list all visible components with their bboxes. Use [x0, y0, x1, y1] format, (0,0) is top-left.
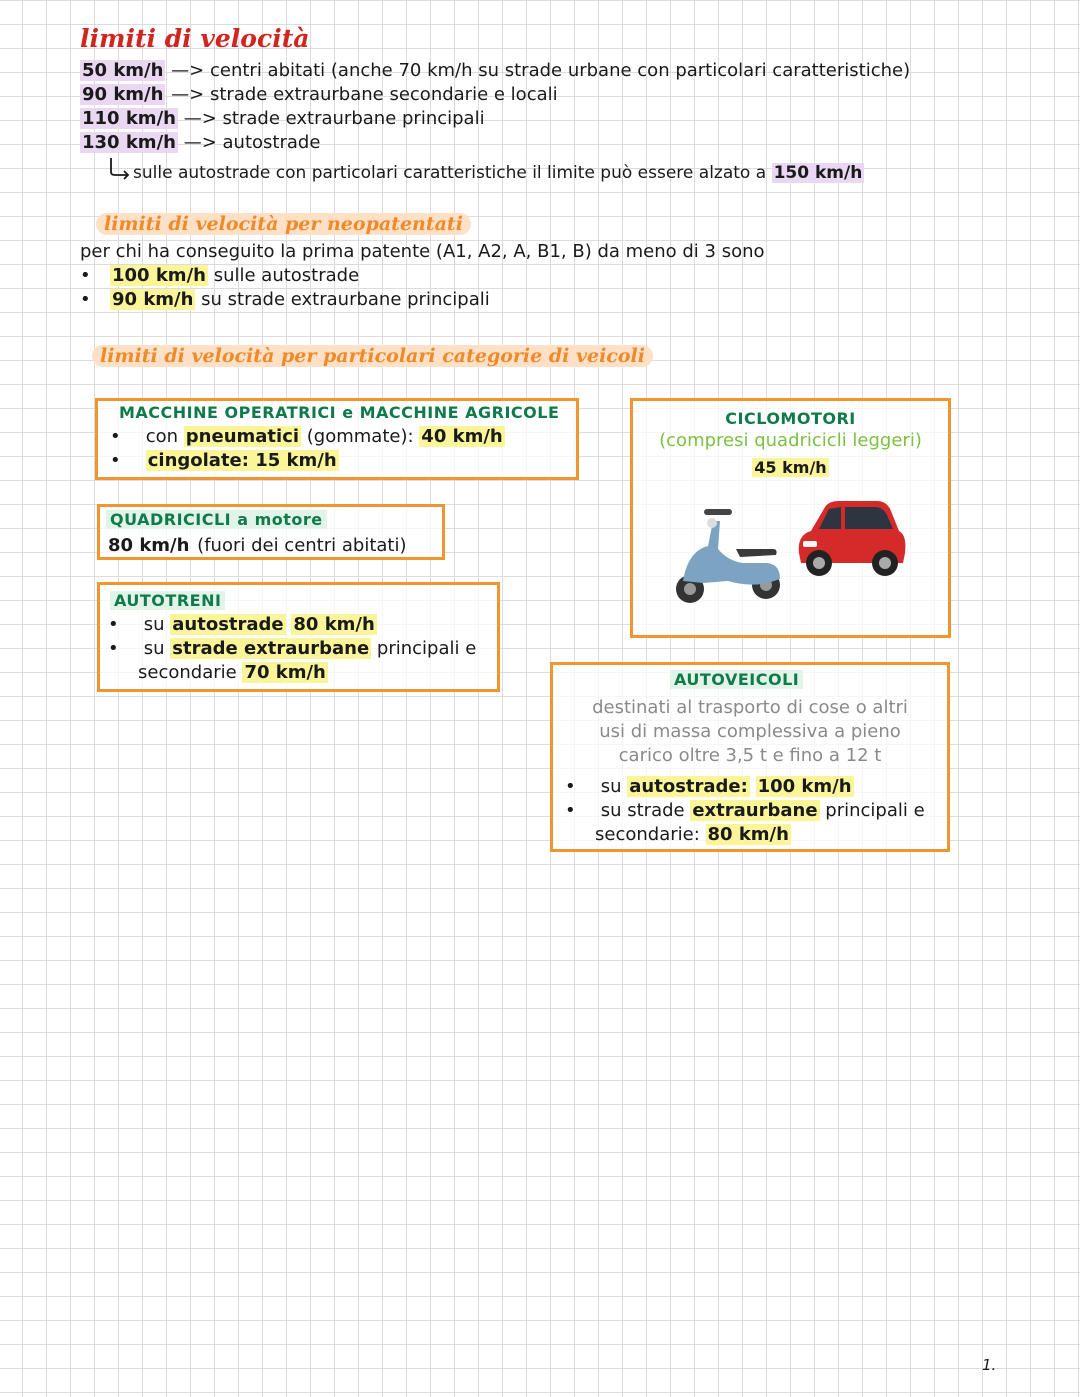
- text: secondarie:: [595, 824, 700, 845]
- speed: 100 km/h: [757, 776, 852, 797]
- neo-item-1: [80, 264, 359, 288]
- bullet: •: [108, 638, 119, 659]
- text: (fuori dei centri abitati): [197, 535, 407, 556]
- text: su: [143, 638, 165, 659]
- neo-intro: per chi ha conseguito la prima patente (A1, A2, A, B1, B) da meno di 3 sono: [80, 241, 765, 262]
- bullet: •: [108, 614, 119, 635]
- neo-text: sulle autostrade: [213, 265, 360, 286]
- bullet: •: [565, 800, 576, 821]
- text: principali e: [376, 638, 477, 659]
- categories-title: limiti di velocità per particolari categorie di veicoli: [92, 345, 653, 367]
- note-text: sulle autostrade con particolari caratteristiche il limite può essere alzato a: [133, 163, 767, 183]
- box-autoveicoli: [550, 662, 950, 852]
- note-line: [133, 161, 864, 185]
- box-macchine: [95, 398, 579, 480]
- limit-desc: strade extraurbane principali: [222, 108, 485, 129]
- autotreni-item-2: [108, 637, 476, 661]
- limit-speed: 130 km/h: [82, 132, 176, 153]
- speed: 80 km/h: [293, 614, 375, 635]
- note-speed: 150 km/h: [773, 163, 863, 183]
- scooter-illustration: [668, 491, 788, 611]
- highlight: autostrade:: [629, 776, 748, 797]
- box-quadricicli: [97, 504, 445, 560]
- page-title: limiti di velocità: [80, 24, 310, 53]
- autotreni-item-1: [108, 613, 377, 637]
- neo-text: su strade extraurbane principali: [201, 289, 490, 310]
- text: secondarie: [138, 662, 237, 683]
- limit-desc: centri abitati (anche 70 km/h su strade urbane con particolari caratteristiche): [210, 60, 911, 81]
- limit-desc: autostrade: [222, 132, 321, 153]
- text: su strade: [600, 800, 685, 821]
- quadricicli-item: [106, 534, 406, 558]
- neo-item-2: [80, 288, 490, 312]
- bullet: •: [565, 776, 576, 797]
- autoveicoli-item-2: [565, 799, 925, 823]
- box-title: CICLOMOTORI: [725, 409, 856, 428]
- autoveicoli-item-2-cont: [595, 823, 791, 847]
- limit-line-3: [80, 107, 485, 131]
- box-autotreni: [97, 582, 500, 692]
- limit-speed: 50 km/h: [82, 60, 164, 81]
- box-title: AUTOTRENI: [110, 591, 225, 610]
- limit-speed: 90 km/h: [82, 84, 164, 105]
- bullet: •: [80, 289, 91, 310]
- text: con: [145, 426, 179, 447]
- ciclomotori-sub: (compresi quadricicli leggeri): [659, 430, 922, 451]
- arrow: —>: [171, 84, 205, 105]
- limit-desc: strade extraurbane secondarie e locali: [210, 84, 558, 105]
- box-title: MACCHINE OPERATRICI e MACCHINE AGRICOLE: [119, 403, 560, 422]
- box-title: QUADRICICLI a motore: [106, 510, 327, 529]
- highlight: pneumatici: [185, 426, 300, 447]
- neo-title: limiti di velocità per neopatentati: [96, 213, 471, 235]
- bullet: •: [110, 426, 121, 447]
- autoveicoli-item-1: [565, 775, 854, 799]
- neo-speed: 90 km/h: [112, 289, 194, 310]
- speed: 80 km/h: [108, 535, 190, 556]
- limit-line-1: [80, 59, 910, 83]
- arrow: —>: [183, 132, 217, 153]
- arrow: —>: [183, 108, 217, 129]
- speed: 45 km/h: [754, 458, 827, 477]
- macchine-item-2: [110, 449, 339, 473]
- speed: 80 km/h: [707, 824, 789, 845]
- text: principali e: [825, 800, 925, 821]
- hook-arrow-icon: [108, 156, 132, 182]
- neo-speed: 100 km/h: [112, 265, 206, 286]
- microcar-illustration: [791, 493, 911, 583]
- text: su: [143, 614, 165, 635]
- box-ciclomotori: [630, 398, 951, 638]
- highlight: extraurbane: [692, 800, 818, 821]
- bullet: •: [110, 450, 121, 471]
- macchine-item-1: [110, 425, 505, 449]
- highlight: cingolate: 15 km/h: [147, 450, 337, 471]
- text: (gommate):: [306, 426, 414, 447]
- ciclomotori-speed-wrap: [633, 458, 948, 477]
- autoveicoli-desc-1: destinati al trasporto di cose o altri: [592, 697, 908, 718]
- autotreni-item-2-cont: [138, 661, 328, 685]
- highlight: strade extraurbane: [172, 638, 370, 659]
- text: su: [600, 776, 622, 797]
- limit-speed: 110 km/h: [82, 108, 176, 129]
- bullet: •: [80, 265, 91, 286]
- speed: 40 km/h: [421, 426, 503, 447]
- autoveicoli-desc-2: usi di massa complessiva a pieno: [599, 721, 901, 742]
- box-title: AUTOVEICOLI: [670, 670, 803, 689]
- limit-line-2: [80, 83, 558, 107]
- highlight: autostrade: [172, 614, 284, 635]
- limit-line-4: [80, 131, 320, 155]
- autoveicoli-desc-3: carico oltre 3,5 t e fino a 12 t: [618, 745, 882, 766]
- page-number: 1.: [982, 1356, 997, 1374]
- arrow: —>: [171, 60, 205, 81]
- speed: 70 km/h: [244, 662, 326, 683]
